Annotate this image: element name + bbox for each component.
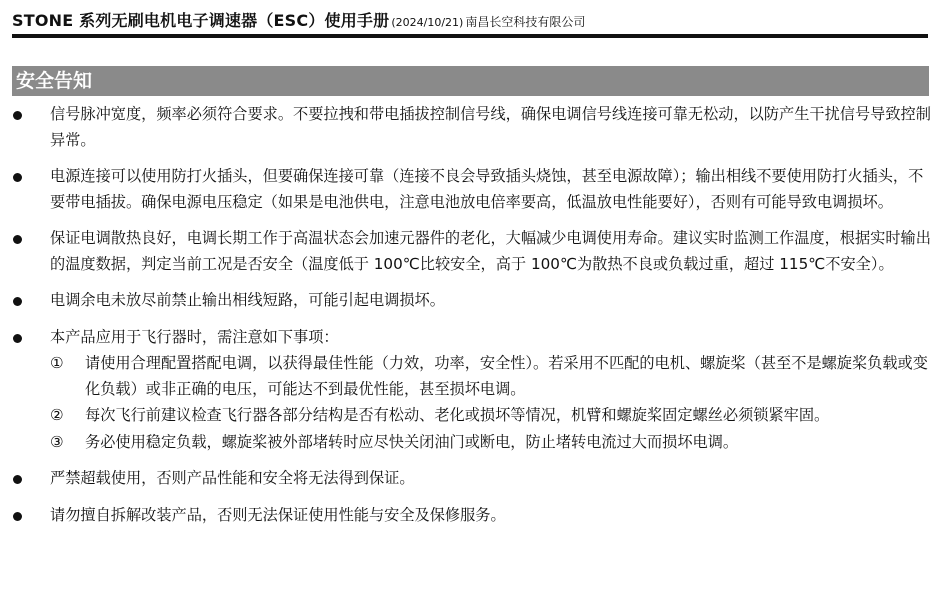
list-item (0, 226, 945, 277)
sub-list-item (50, 430, 931, 456)
aircraft-notes-sublist (50, 351, 931, 455)
list-item (0, 325, 945, 456)
bullet-dot-icon (13, 512, 22, 521)
company-name: 南昌长空科技有限公司 (465, 15, 586, 29)
list-item-text: 保证电调散热良好，电调长期工作于高温状态会加速元器件的老化，大幅减少电调使用寿命。建议实时监测工作温度，根据实时输出的温度数据，判定当前工况是否安全（温度低于 100℃比较安全，高于 100℃为散热不良或负载过重，超过 115℃不安全）。 (50, 229, 931, 273)
header-divider (12, 34, 928, 38)
section-heading (12, 66, 929, 96)
bullet-dot-icon (13, 235, 22, 244)
list-item-text: 电源连接可以使用防打火插头，但要确保连接可靠（连接不良会导致插头烧蚀，甚至电源故障）；输出相线不要使用防打火插头，不要带电插拔。确保电源电压稳定（如果是电池供电，注意电池放电倍率要高，低温放电性能要好），否则有可能导致电调损坏。 (50, 167, 924, 211)
sub-list-item-text: 务必使用稳定负载，螺旋桨被外部堵转时应尽快关闭油门或断电，防止堵转电流过大而损坏电调。 (85, 432, 739, 451)
document-date: (2024/10/21) (391, 16, 464, 29)
sub-list-item-text: 请使用合理配置搭配电调，以获得最佳性能（力效，功率，安全性）。若采用不匹配的电机、螺旋桨（甚至不是螺旋桨负载或变化负载）或非正确的电压，可能达不到最优性能，甚至损坏电调。 (85, 354, 928, 398)
page-header (12, 8, 585, 31)
list-item (0, 466, 945, 492)
list-item-text: 请勿擅自拆解改装产品，否则无法保证使用性能与安全及保修服务。 (50, 505, 506, 524)
list-item-text: 严禁超载使用，否则产品性能和安全将无法得到保证。 (50, 469, 415, 487)
list-item (0, 503, 945, 529)
list-item (0, 102, 945, 153)
document-title: STONE 系列无刷电机电子调速器（ESC）使用手册 (12, 11, 390, 30)
list-item-text: 电调余电未放尽前禁止输出相线短路，可能引起电调损坏。 (50, 291, 445, 309)
sub-list-item (50, 351, 931, 402)
list-item-text: 信号脉冲宽度，频率必须符合要求。不要拉拽和带电插拔控制信号线，确保电调信号线连接可靠无松动，以防产生干扰信号导致控制异常。 (50, 105, 931, 149)
bullet-dot-icon (13, 111, 22, 120)
safety-bullet-list (0, 102, 945, 539)
sub-list-item-text: 每次飞行前建议检查飞行器各部分结构是否有松动、老化或损坏等情况，机臂和螺旋桨固定螺丝必须锁紧牢固。 (85, 406, 830, 424)
sub-list-item (50, 403, 931, 429)
bullet-dot-icon (13, 334, 22, 343)
bullet-dot-icon (13, 297, 22, 306)
circled-number: ① (50, 354, 64, 372)
bullet-dot-icon (13, 475, 22, 484)
section-title: 安全告知 (16, 70, 93, 92)
circled-number: ③ (50, 432, 64, 451)
circled-number: ② (50, 406, 64, 424)
bullet-dot-icon (13, 173, 22, 182)
list-item-text: 本产品应用于飞行器时，需注意如下事项： (50, 327, 339, 346)
list-item (0, 164, 945, 215)
list-item (0, 288, 945, 314)
